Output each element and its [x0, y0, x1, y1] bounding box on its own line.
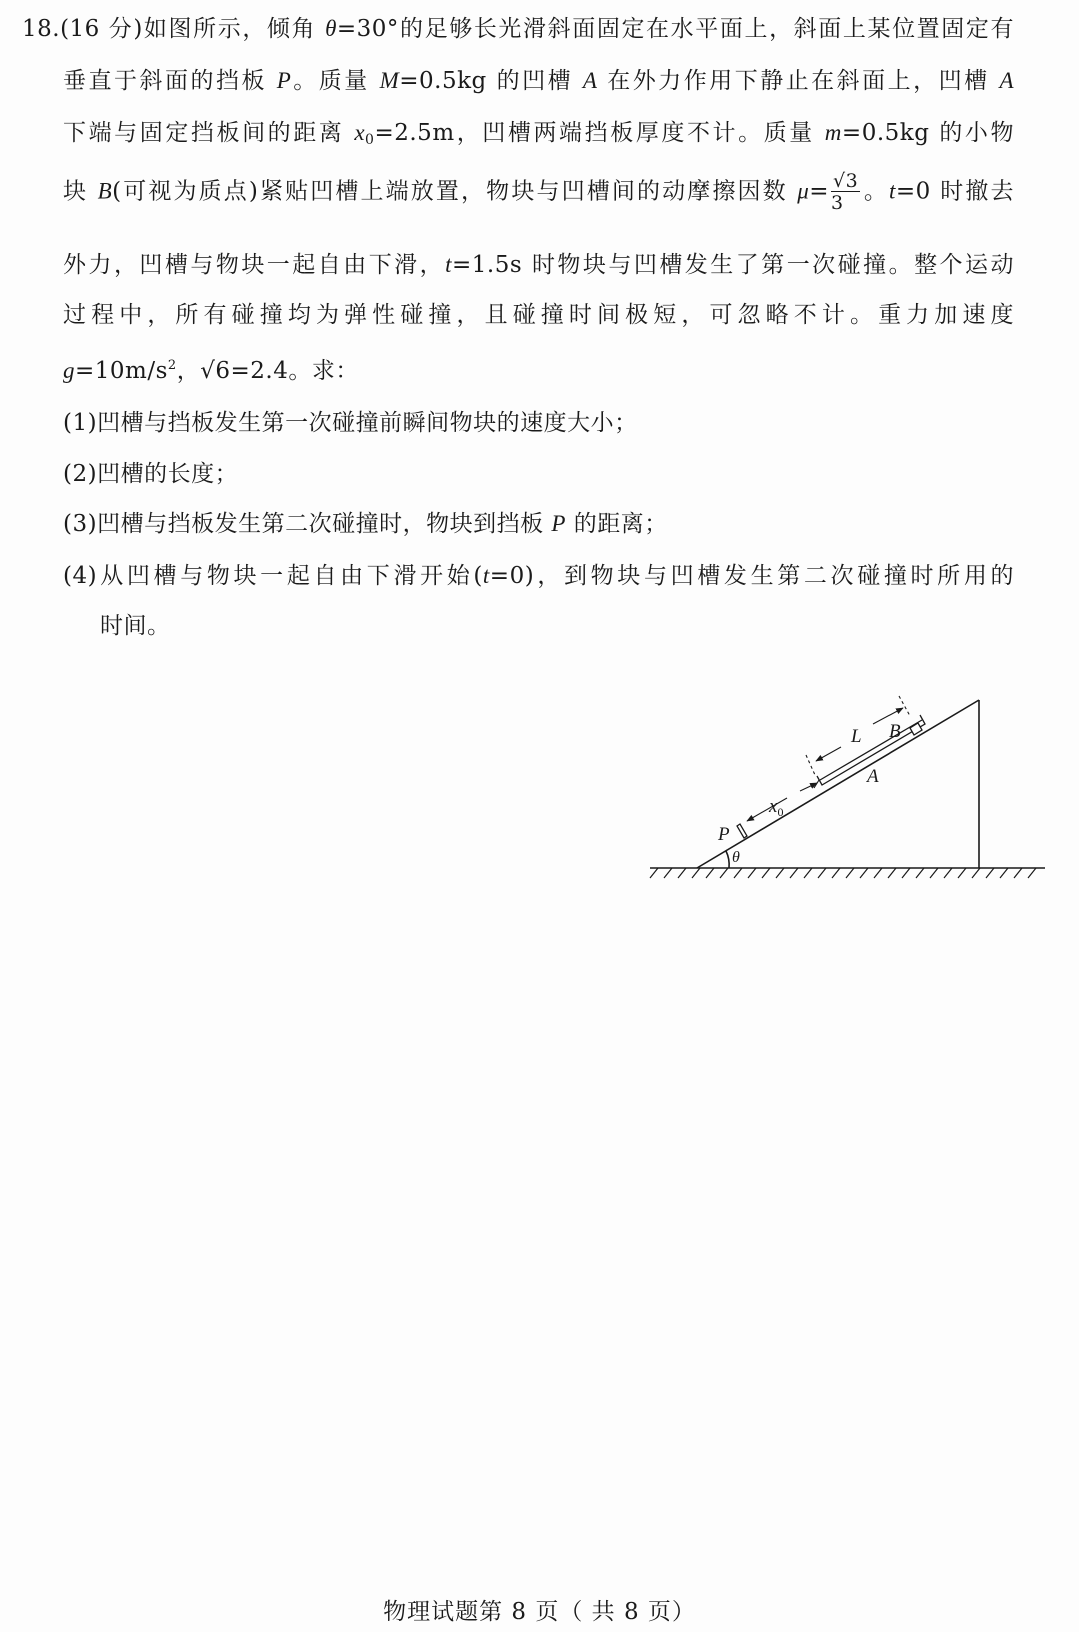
label-A: A [867, 766, 879, 787]
incline [697, 700, 979, 868]
label-theta: θ [732, 849, 740, 866]
sub-question-1: (1)凹槽与挡板发生第一次碰撞前瞬间物块的速度大小； [63, 410, 638, 436]
question-line-6: 过程中，所有碰撞均为弹性碰撞，且碰撞时间极短，可忽略不计。重力加速度 [63, 302, 1014, 328]
label-L: L [851, 726, 862, 747]
label-B: B [889, 721, 901, 742]
sub-question-4: (4)从凹槽与物块一起自由下滑开始(t=0)，到物块与凹槽发生第二次碰撞时所用的 [63, 563, 1014, 589]
question-line-7: $g=10m/s^2$，√6=2.4。求： [63, 358, 359, 384]
mu-fraction: $\frac{√3}{3}$ [831, 170, 859, 214]
sub-question-4-cont: 时间。 [100, 613, 171, 639]
label-P: P [718, 824, 730, 845]
question-line-3: 下端与固定挡板间的距离 $x_0=2.5m$，凹槽两端挡板厚度不计。质量 m=0.5kg 的小物 [63, 120, 1014, 148]
question-line-4: 块 B(可视为质点)紧贴凹槽上端放置，物块与凹槽间的动摩擦因数 μ= $\frac{√3}{3}$ 。t=0 时撤去 [63, 170, 1014, 214]
label-x0: $x_0$ [769, 796, 784, 819]
page-footer: 物理试题第 8 页（ 共 8 页） [383, 1599, 696, 1625]
block-b [910, 723, 922, 735]
sub-question-3: (3)凹槽与挡板发生第二次碰撞时，物块到挡板 P 的距离； [63, 511, 668, 537]
ground [650, 868, 1045, 878]
sub-question-2: (2)凹槽的长度； [63, 461, 239, 487]
question-line-2: 垂直于斜面的挡板 P。质量 M=0.5kg 的凹槽 A 在外力作用下静止在斜面上，凹槽 A [63, 68, 1015, 94]
barrier-p [737, 824, 747, 838]
question-line-5: 外力，凹槽与物块一起自由下滑，t=1.5s 时物块与凹槽发生了第一次碰撞。整个运动 [63, 252, 1014, 278]
incline-diagram [620, 680, 1060, 880]
question-line-1: 18.(16 分)如图所示，倾角 θ=30°的足够长光滑斜面固定在水平面上，斜面上某位置固定有 [22, 16, 1014, 42]
